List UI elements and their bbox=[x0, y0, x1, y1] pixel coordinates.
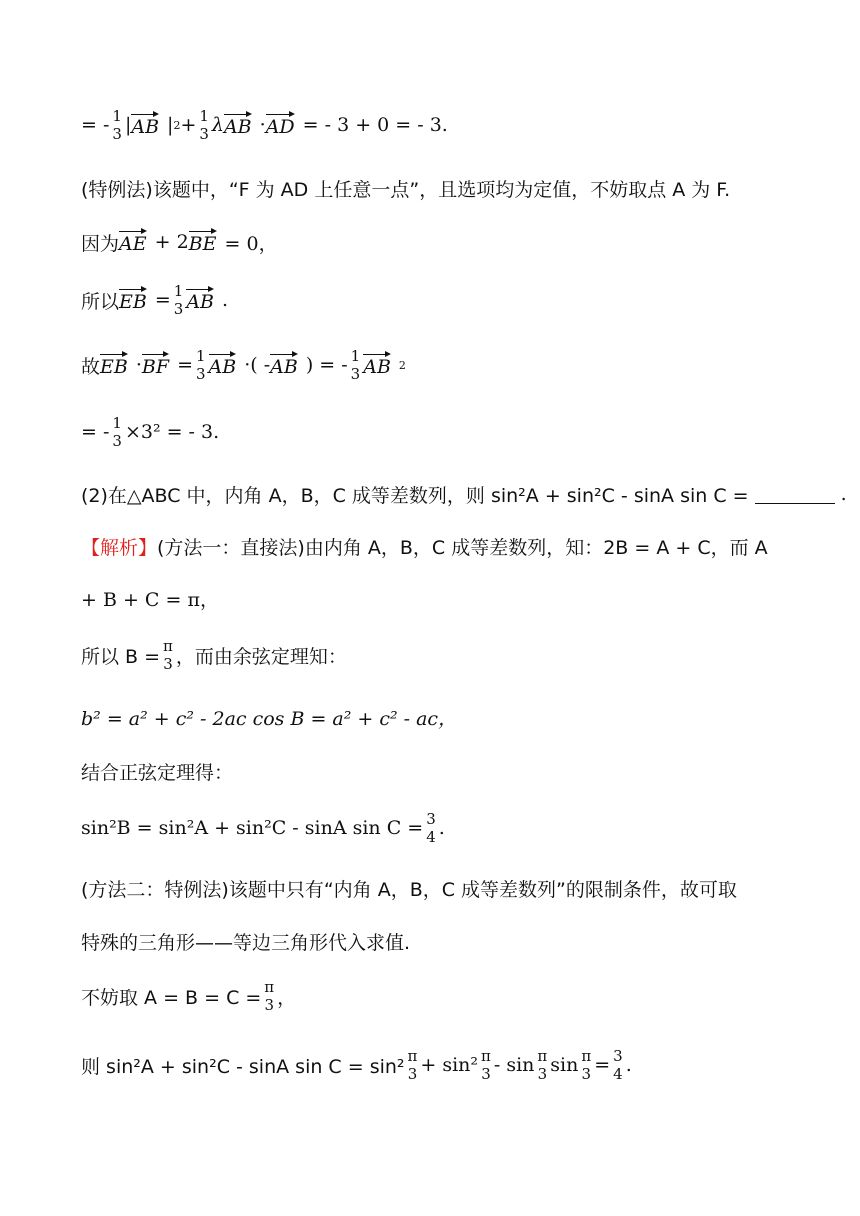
text: + bbox=[180, 114, 197, 136]
equation-line-16 bbox=[81, 976, 296, 1016]
text: = bbox=[177, 354, 193, 376]
text: (特例法)该题中，“F 为 AD 上任意一点”，且选项均为定值，不妨取点 A 为 F. bbox=[81, 178, 731, 201]
text: = - 3 + 0 = - 3. bbox=[302, 114, 448, 136]
fraction: π 3 bbox=[481, 1047, 491, 1083]
text: + 2 bbox=[154, 231, 189, 253]
text: . bbox=[438, 817, 445, 839]
fraction: π 3 bbox=[537, 1047, 548, 1083]
text: + sin² bbox=[420, 1054, 479, 1076]
text: = 0， bbox=[224, 232, 278, 255]
vector: AB bbox=[209, 352, 237, 378]
equation-line-11 bbox=[81, 697, 457, 737]
text-line-12 bbox=[81, 751, 233, 791]
text: = - bbox=[81, 114, 110, 136]
text: · bbox=[135, 354, 142, 376]
vector: AB bbox=[363, 352, 391, 378]
text: ， bbox=[277, 986, 297, 1009]
vector: AE bbox=[119, 229, 147, 255]
text: sin²B = sin²A + sin²C - sinA sin C = bbox=[81, 817, 424, 839]
text: | bbox=[167, 114, 174, 136]
answer-blank bbox=[755, 485, 835, 504]
text: ·( - bbox=[244, 354, 271, 376]
equation-line-10 bbox=[81, 635, 347, 675]
vector: AD bbox=[266, 112, 295, 138]
text: (方法一：直接法)由内角 A，B，C 成等差数列，知：2B = A + C，而 A bbox=[157, 536, 768, 559]
text: (方法二：特例法)该题中只有“内角 A，B，C 成等差数列”的限制条件，故可取 bbox=[81, 878, 737, 901]
vector: AB bbox=[186, 287, 214, 313]
text-line-2 bbox=[81, 168, 730, 208]
vector: EB bbox=[119, 287, 147, 313]
fraction: π 3 bbox=[581, 1047, 592, 1083]
vector: BE bbox=[189, 229, 217, 255]
vector: BF bbox=[142, 352, 169, 378]
text-line-14 bbox=[81, 868, 737, 908]
solution-line-1 bbox=[81, 526, 768, 566]
text: = bbox=[154, 289, 171, 311]
text: ×3² = - 3. bbox=[124, 421, 220, 443]
text: = bbox=[594, 1054, 611, 1076]
vector: EB bbox=[100, 352, 128, 378]
fraction: π 3 bbox=[407, 1047, 418, 1083]
text: ) = - bbox=[305, 354, 348, 376]
text: 不妨取 A = B = C = bbox=[81, 986, 262, 1009]
text: . bbox=[222, 289, 229, 311]
text: | bbox=[124, 114, 132, 136]
exponent: 2 bbox=[398, 358, 406, 372]
equation-line-6 bbox=[81, 412, 219, 452]
fraction: 1 3 bbox=[195, 347, 206, 383]
text: 则 sin²A + sin²C - sinA sin C = sin² bbox=[81, 1055, 405, 1078]
text: · bbox=[259, 114, 266, 136]
text: ，而由余弦定理知： bbox=[175, 645, 347, 668]
equation-line-17 bbox=[81, 1045, 632, 1085]
text: 结合正弦定理得： bbox=[81, 761, 234, 784]
fraction: 1 3 bbox=[112, 107, 122, 143]
text: sin bbox=[550, 1054, 579, 1076]
text: 所以 B = bbox=[81, 645, 161, 668]
question-line bbox=[81, 474, 847, 514]
fraction: 3 4 bbox=[613, 1047, 623, 1083]
text: 特殊的三角形——等边三角形代入求值. bbox=[81, 931, 411, 954]
text: . bbox=[625, 1054, 632, 1076]
text: + B + C = π， bbox=[81, 588, 219, 611]
fraction: 1 3 bbox=[112, 414, 122, 450]
fraction: π 3 bbox=[163, 637, 173, 673]
vector: AB bbox=[224, 112, 252, 138]
equation-line-1 bbox=[81, 105, 448, 145]
fraction: 3 4 bbox=[426, 810, 436, 846]
fraction: 1 3 bbox=[199, 107, 209, 143]
equation-line-4 bbox=[81, 280, 228, 320]
equation-line-3 bbox=[81, 222, 278, 262]
exponent: 2 bbox=[173, 118, 181, 132]
text: 故 bbox=[81, 355, 101, 378]
text: 所以 bbox=[81, 290, 120, 313]
equation-line-13 bbox=[81, 808, 445, 848]
text: = - bbox=[81, 421, 110, 443]
fraction: 1 3 bbox=[350, 347, 361, 383]
vector: AB bbox=[131, 112, 159, 138]
fraction: 1 3 bbox=[173, 282, 184, 318]
vector: AB bbox=[270, 352, 298, 378]
text: 因为 bbox=[81, 232, 120, 255]
text: λ bbox=[211, 114, 224, 136]
equation-line-5 bbox=[81, 345, 406, 385]
analysis-tag: 【解析】 bbox=[81, 536, 158, 559]
text: . bbox=[840, 483, 847, 505]
solution-line-2 bbox=[81, 578, 219, 618]
text: - sin bbox=[493, 1054, 535, 1076]
fraction: π 3 bbox=[264, 978, 275, 1014]
text: b² = a² + c² - 2ac cos B = a² + c² - ac， bbox=[81, 707, 458, 730]
text-line-15 bbox=[81, 921, 410, 961]
question-text: (2)在△ABC 中，内角 A，B，C 成等差数列，则 sin²A + sin²C - sinA sin C = bbox=[81, 484, 749, 507]
